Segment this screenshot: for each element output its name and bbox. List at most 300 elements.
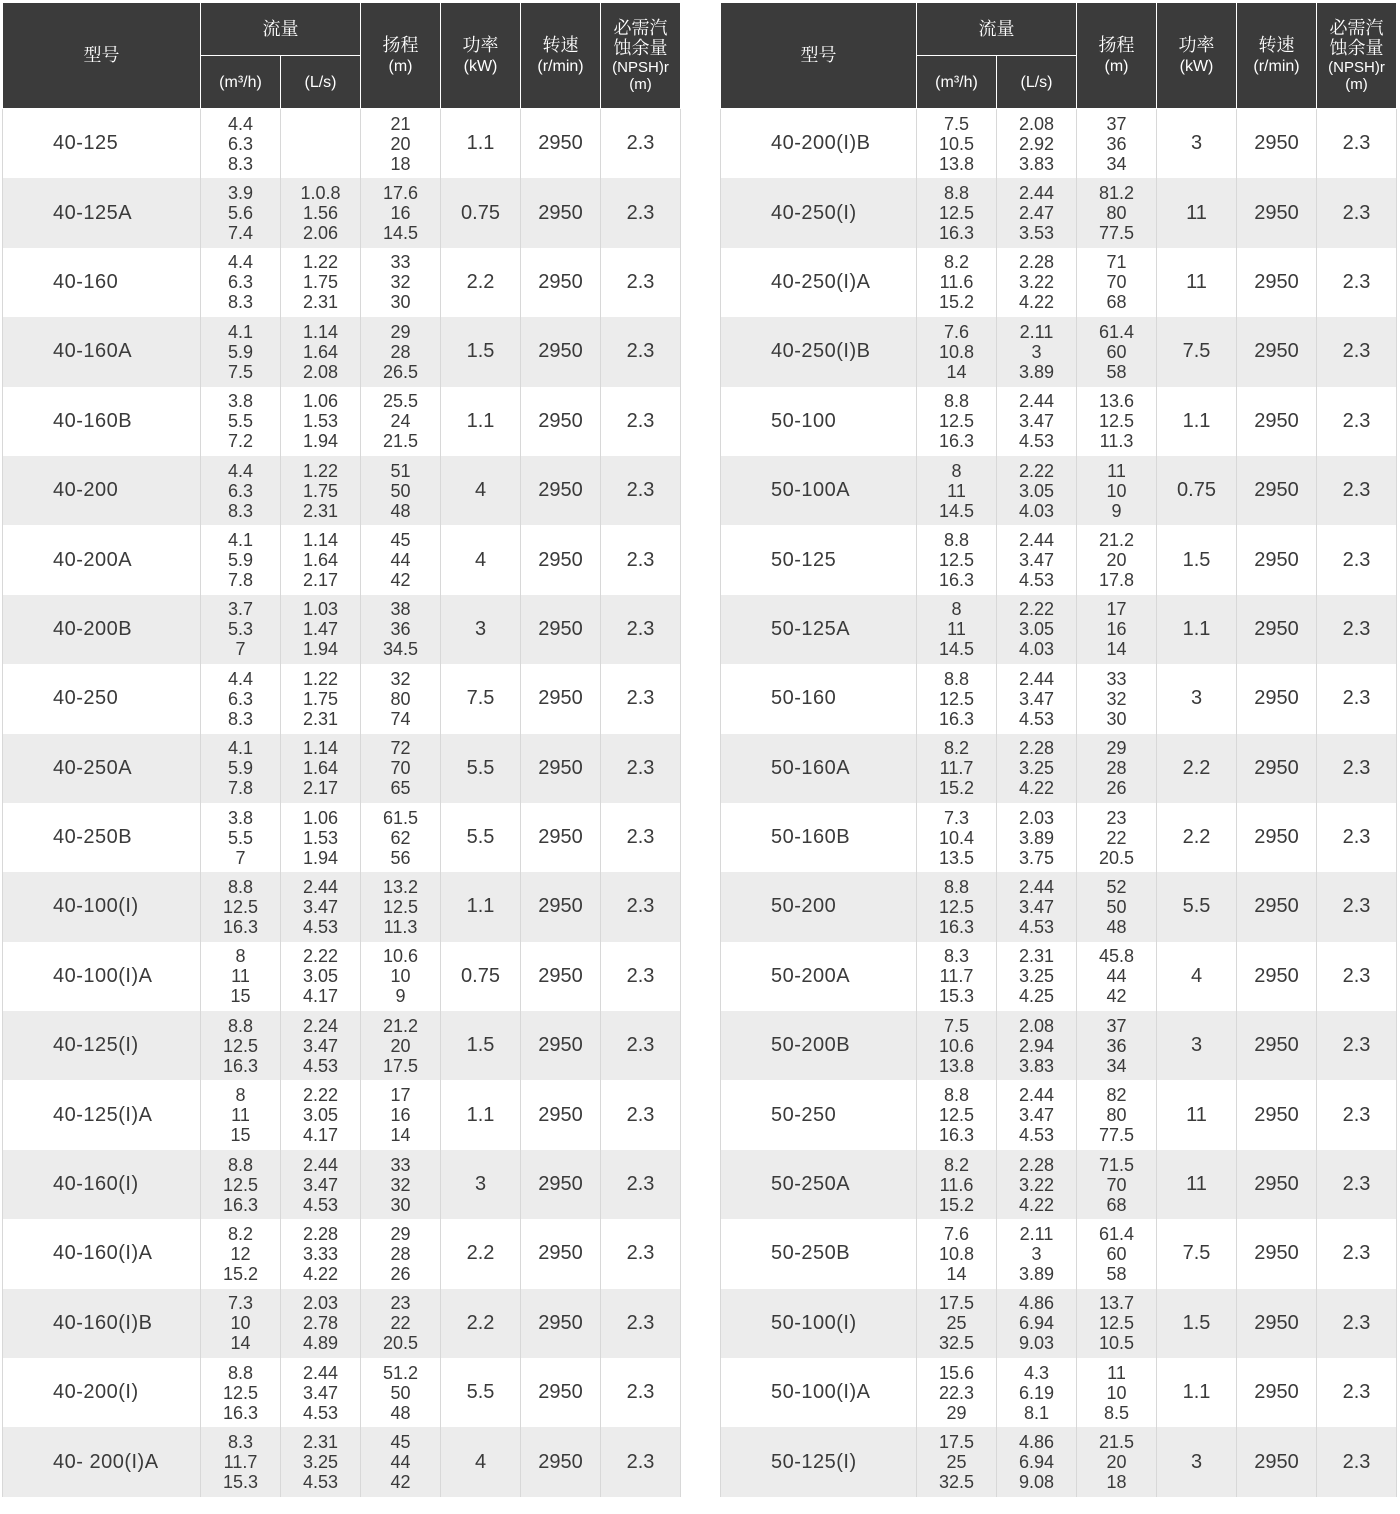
flow-ls-cell-value: 2.08 (1018, 113, 1055, 134)
head-cell-value: 62 (390, 827, 411, 848)
model-cell: 40-250B (3, 803, 201, 872)
npsh-cell: 2.3 (1317, 1289, 1397, 1358)
head-cell-value: 21 (390, 113, 411, 134)
head-cell-value: 12.5 (1098, 1313, 1135, 1334)
flow-m3h-cell (201, 178, 281, 247)
model-cell: 50-100 (721, 387, 917, 456)
flow-m3h-cell (917, 387, 997, 456)
flow-ls-cell-value: 4.53 (302, 1194, 339, 1215)
flow-ls-cell-value: 3.33 (302, 1243, 339, 1264)
speed-cell: 2950 (521, 456, 601, 525)
flow-m3h-cell (201, 803, 281, 872)
flow-ls-cell-value: 2.28 (1018, 1154, 1055, 1175)
flow-m3h-cell-value: 8.8 (227, 1154, 254, 1175)
power-cell: 3 (1157, 1427, 1237, 1496)
npsh-cell: 2.3 (601, 1289, 681, 1358)
flow-m3h-cell-value: 8 (951, 599, 962, 620)
power-cell: 4 (441, 456, 521, 525)
flow-ls-cell-value: 4.17 (302, 986, 339, 1007)
table-row (3, 1289, 681, 1358)
npsh-cell: 2.3 (601, 734, 681, 803)
header-power: 功率 (kW) (441, 3, 521, 109)
head-cell-value: 36 (1106, 133, 1127, 154)
power-cell: 11 (1157, 248, 1237, 317)
flow-m3h-cell (201, 1358, 281, 1427)
power-cell: 2.2 (441, 248, 521, 317)
speed-cell: 2950 (521, 1427, 601, 1496)
flow-ls-cell (281, 456, 361, 525)
npsh-cell: 2.3 (601, 317, 681, 386)
flow-ls-cell-value: 2.94 (1018, 1035, 1055, 1056)
speed-cell: 2950 (1237, 317, 1317, 386)
head-cell-value: 16 (390, 203, 411, 224)
power-cell: 7.5 (1157, 1219, 1237, 1288)
npsh-cell: 2.3 (1317, 1011, 1397, 1080)
npsh-cell: 2.3 (601, 942, 681, 1011)
model-cell: 40-100(I) (3, 872, 201, 941)
flow-ls-cell-value: 9.03 (1018, 1333, 1055, 1354)
power-cell: 4 (441, 1427, 521, 1496)
model-cell: 50-125 (721, 525, 917, 594)
head-cell (361, 734, 441, 803)
flow-m3h-cell-value: 8.8 (227, 876, 254, 897)
speed-cell: 2950 (521, 109, 601, 179)
flow-m3h-cell (201, 1150, 281, 1219)
flow-m3h-cell (917, 178, 997, 247)
header-power: 功率 (kW) (1157, 3, 1237, 109)
flow-ls-cell-value: 1.94 (302, 431, 339, 452)
table-row (3, 942, 681, 1011)
flow-ls-cell-value: 1.75 (302, 480, 339, 501)
flow-ls-cell-value: 1.47 (302, 619, 339, 640)
flow-ls-cell-value: 4.22 (302, 1263, 339, 1284)
flow-ls-cell-value: 3.47 (1018, 411, 1055, 432)
flow-m3h-cell-value: 16.3 (222, 1402, 259, 1423)
speed-cell: 2950 (1237, 942, 1317, 1011)
flow-ls-cell-value: 2.22 (302, 946, 339, 967)
table-row (721, 1358, 1397, 1427)
flow-m3h-cell (201, 317, 281, 386)
head-cell-value: 37 (1106, 113, 1127, 134)
flow-ls-cell (997, 178, 1077, 247)
flow-m3h-cell-value: 8.8 (943, 668, 970, 689)
flow-ls-cell-value: 2.47 (1018, 203, 1055, 224)
flow-ls-cell-value: 1.14 (302, 530, 339, 551)
table-row (3, 317, 681, 386)
power-cell: 1.1 (441, 387, 521, 456)
head-cell-value: 10.6 (382, 946, 419, 967)
head-cell-value: 21.5 (382, 431, 419, 452)
flow-m3h-cell-value: 15.2 (222, 1263, 259, 1284)
flow-ls-cell (281, 1289, 361, 1358)
npsh-cell: 2.3 (601, 525, 681, 594)
flow-m3h-cell-value: 11 (947, 480, 966, 501)
flow-ls-cell-value: 3.83 (1018, 1055, 1055, 1076)
flow-ls-cell-value: 4.86 (1018, 1432, 1055, 1453)
head-cell-value: 20 (1106, 1452, 1127, 1473)
head-cell-value: 21.2 (382, 1015, 419, 1036)
head-cell-value: 34 (1106, 1055, 1127, 1076)
flow-m3h-cell-value: 15 (230, 986, 251, 1007)
head-cell (1077, 1289, 1157, 1358)
flow-ls-cell-value: 1.56 (302, 203, 339, 224)
power-cell: 3 (1157, 109, 1237, 179)
head-cell (361, 248, 441, 317)
flow-m3h-cell (917, 734, 997, 803)
flow-ls-cell-value: 2.44 (1018, 183, 1055, 204)
flow-ls-cell-value: 4.53 (302, 916, 339, 937)
flow-ls-cell (281, 178, 361, 247)
flow-m3h-cell-value: 10.5 (938, 133, 975, 154)
head-cell-value: 14 (390, 1125, 411, 1146)
header-head: 扬程 (m) (361, 3, 441, 109)
power-cell: 7.5 (1157, 317, 1237, 386)
head-cell-value: 18 (1106, 1472, 1127, 1493)
header-flow: 流量 (917, 3, 1077, 56)
flow-m3h-cell (201, 109, 281, 179)
head-cell (361, 1080, 441, 1149)
power-cell: 1.1 (441, 1080, 521, 1149)
flow-ls-cell (281, 734, 361, 803)
flow-m3h-cell-value: 3.8 (227, 807, 254, 828)
npsh-cell: 2.3 (1317, 1080, 1397, 1149)
npsh-cell: 2.3 (1317, 456, 1397, 525)
table-row (3, 803, 681, 872)
flow-ls-cell-value: 3.25 (1018, 966, 1055, 987)
flow-m3h-cell-value: 8.8 (943, 183, 970, 204)
head-cell (361, 456, 441, 525)
flow-m3h-cell-value: 7.5 (227, 361, 254, 382)
header-npsh: 必需汽 蚀余量 (NPSH)r (m) (1317, 3, 1397, 109)
head-cell-value: 48 (390, 500, 411, 521)
npsh-cell: 2.3 (1317, 1358, 1397, 1427)
header-npsh: 必需汽 蚀余量 (NPSH)r (m) (601, 3, 681, 109)
npsh-cell: 2.3 (601, 109, 681, 179)
flow-ls-cell-value: 2.22 (1018, 460, 1055, 481)
flow-ls-cell-value: 4.25 (1018, 986, 1055, 1007)
head-cell-value: 44 (1106, 966, 1127, 987)
flow-ls-cell (997, 734, 1077, 803)
table-row (3, 178, 681, 247)
flow-ls-cell-value: 4.53 (302, 1402, 339, 1423)
model-cell: 40-100(I)A (3, 942, 201, 1011)
flow-ls-cell-value: 1.75 (302, 688, 339, 709)
flow-ls-cell-value: 4.53 (1018, 916, 1055, 937)
head-cell-value: 12.5 (1098, 411, 1135, 432)
flow-ls-cell (997, 664, 1077, 733)
model-cell: 40-200 (3, 456, 201, 525)
npsh-cell: 2.3 (1317, 595, 1397, 664)
table-row (721, 317, 1397, 386)
header-flow-ls: (L/s) (997, 56, 1077, 109)
flow-ls-cell-value: 2.31 (302, 292, 339, 313)
power-cell: 1.1 (441, 109, 521, 179)
flow-m3h-cell-value: 10.6 (938, 1035, 975, 1056)
flow-ls-cell-value: 2.44 (1018, 876, 1055, 897)
header-model: 型号 (721, 3, 917, 109)
flow-ls-cell-value: 2.06 (302, 223, 339, 244)
flow-ls-cell-value: 1.03 (302, 599, 339, 620)
flow-ls-cell-value: 4.22 (1018, 778, 1055, 799)
flow-ls-cell-value: 1.22 (302, 668, 339, 689)
head-cell-value: 33 (390, 252, 411, 273)
header-flow-ls: (L/s) (281, 56, 361, 109)
flow-m3h-cell-value: 10.8 (938, 1243, 975, 1264)
flow-ls-cell-value: 6.94 (1018, 1313, 1055, 1334)
flow-ls-cell-value: 3.47 (302, 896, 339, 917)
header-flow-m3h: (m³/h) (917, 56, 997, 109)
flow-m3h-cell-value: 16.3 (938, 570, 975, 591)
model-cell: 40-200(I)B (721, 109, 917, 179)
flow-m3h-cell (917, 872, 997, 941)
head-cell-value: 18 (390, 153, 411, 174)
npsh-cell: 2.3 (1317, 317, 1397, 386)
model-cell: 50-125A (721, 595, 917, 664)
flow-ls-cell-value: 4.53 (1018, 570, 1055, 591)
table-body-right (721, 109, 1397, 1497)
head-cell-value: 17 (1106, 599, 1127, 620)
head-cell-value: 21.5 (1098, 1432, 1135, 1453)
head-cell-value: 81.2 (1098, 183, 1135, 204)
flow-m3h-cell-value: 17.5 (938, 1432, 975, 1453)
head-cell-value: 9 (395, 986, 406, 1007)
table-row (721, 456, 1397, 525)
head-cell-value: 11 (1107, 460, 1126, 481)
head-cell-value: 16 (390, 1105, 411, 1126)
flow-m3h-cell-value: 12.5 (222, 1035, 259, 1056)
flow-ls-cell-value: 3.47 (1018, 1105, 1055, 1126)
flow-m3h-cell-value: 5.9 (227, 550, 254, 571)
flow-m3h-cell-value: 8 (235, 1085, 246, 1106)
speed-cell: 2950 (521, 664, 601, 733)
flow-ls-cell (997, 248, 1077, 317)
flow-m3h-cell (201, 664, 281, 733)
head-cell (361, 1427, 441, 1496)
head-cell (1077, 664, 1157, 733)
flow-m3h-cell-value: 16.3 (938, 708, 975, 729)
power-cell: 1.5 (1157, 1289, 1237, 1358)
head-cell-value: 77.5 (1098, 223, 1135, 244)
speed-cell: 2950 (1237, 595, 1317, 664)
flow-ls-cell (281, 1011, 361, 1080)
header-speed: 转速 (r/min) (1237, 3, 1317, 109)
flow-ls-cell (997, 1219, 1077, 1288)
flow-m3h-cell-value: 15 (230, 1125, 251, 1146)
flow-ls-cell-value: 3.47 (302, 1174, 339, 1195)
power-cell: 0.75 (441, 942, 521, 1011)
speed-cell: 2950 (521, 248, 601, 317)
flow-ls-cell-value: 4.89 (302, 1333, 339, 1354)
speed-cell: 2950 (1237, 803, 1317, 872)
head-cell-value: 30 (1106, 708, 1127, 729)
flow-ls-cell-value: 6.94 (1018, 1452, 1055, 1473)
head-cell-value: 9 (1111, 500, 1122, 521)
flow-m3h-cell (917, 525, 997, 594)
table-row (3, 387, 681, 456)
pump-spec-table-left (2, 2, 681, 1497)
npsh-cell: 2.3 (601, 595, 681, 664)
flow-m3h-cell-value: 12.5 (938, 550, 975, 571)
head-cell (1077, 872, 1157, 941)
npsh-cell: 2.3 (1317, 664, 1397, 733)
flow-m3h-cell-value: 25 (946, 1313, 967, 1334)
head-cell (1077, 317, 1157, 386)
flow-m3h-cell-value: 4.4 (227, 252, 254, 273)
flow-m3h-cell-value: 29 (946, 1402, 967, 1423)
flow-ls-cell-value: 3.47 (1018, 688, 1055, 709)
flow-m3h-cell-value: 12 (230, 1243, 251, 1264)
head-cell-value: 61.4 (1098, 1223, 1135, 1244)
flow-m3h-cell-value: 5.9 (227, 758, 254, 779)
head-cell-value: 77.5 (1098, 1125, 1135, 1146)
flow-ls-cell-value: 8.1 (1023, 1402, 1050, 1423)
flow-ls-cell-value: 4.03 (1018, 500, 1055, 521)
flow-m3h-cell-value: 14 (946, 1263, 967, 1284)
model-cell: 50-250 (721, 1080, 917, 1149)
head-cell-value: 45 (390, 530, 411, 551)
flow-ls-cell-value: 4.22 (1018, 1194, 1055, 1215)
npsh-cell: 2.3 (601, 456, 681, 525)
npsh-cell: 2.3 (1317, 803, 1397, 872)
head-cell-value: 32 (390, 668, 411, 689)
flow-m3h-cell-value: 8.3 (227, 1432, 254, 1453)
flow-ls-cell (997, 872, 1077, 941)
model-cell: 50-100A (721, 456, 917, 525)
flow-ls-cell-value: 2.44 (1018, 530, 1055, 551)
flow-m3h-cell (201, 1289, 281, 1358)
model-cell: 40-200B (3, 595, 201, 664)
flow-m3h-cell-value: 7.6 (943, 321, 970, 342)
flow-m3h-cell-value: 5.9 (227, 341, 254, 362)
head-cell-value: 45 (390, 1432, 411, 1453)
table-row (721, 1011, 1397, 1080)
flow-ls-cell-value: 2.44 (302, 876, 339, 897)
head-cell-value: 20 (390, 133, 411, 154)
flow-m3h-cell-value: 4.4 (227, 668, 254, 689)
table-row (721, 525, 1397, 594)
speed-cell: 2950 (521, 872, 601, 941)
table-row (721, 1289, 1397, 1358)
flow-m3h-cell-value: 11.6 (939, 1174, 974, 1195)
power-cell: 0.75 (1157, 456, 1237, 525)
table-row (3, 248, 681, 317)
flow-m3h-cell-value: 11.7 (939, 758, 974, 779)
model-cell: 40-160(I) (3, 1150, 201, 1219)
flow-m3h-cell-value: 13.8 (938, 1055, 975, 1076)
flow-ls-cell (281, 387, 361, 456)
flow-m3h-cell (917, 456, 997, 525)
flow-ls-cell-value: 9.08 (1018, 1472, 1055, 1493)
head-cell-value: 30 (390, 292, 411, 313)
head-cell-value: 26.5 (382, 361, 419, 382)
head-cell-value: 50 (390, 480, 411, 501)
flow-ls-cell (997, 317, 1077, 386)
flow-m3h-cell-value: 11 (231, 966, 250, 987)
flow-ls-cell-value: 2.24 (302, 1015, 339, 1036)
head-cell-value: 11 (1107, 1362, 1126, 1383)
flow-m3h-cell-value: 4.1 (227, 530, 254, 551)
pump-spec-table-right (720, 2, 1397, 1497)
header-speed: 转速 (r/min) (521, 3, 601, 109)
head-cell-value: 36 (390, 619, 411, 640)
flow-m3h-cell-value: 5.5 (227, 411, 254, 432)
flow-ls-cell (997, 525, 1077, 594)
flow-ls-cell-value: 2.17 (302, 778, 339, 799)
flow-m3h-cell-value: 25 (946, 1452, 967, 1473)
flow-m3h-cell-value: 7.8 (227, 778, 254, 799)
head-cell-value: 34 (1106, 153, 1127, 174)
speed-cell: 2950 (521, 942, 601, 1011)
table-row (3, 1080, 681, 1149)
flow-ls-cell-value: 3.89 (1018, 827, 1055, 848)
head-cell (1077, 595, 1157, 664)
flow-m3h-cell (201, 595, 281, 664)
head-cell-value: 26 (390, 1263, 411, 1284)
flow-m3h-cell-value: 11.6 (939, 272, 974, 293)
head-cell-value: 29 (1106, 738, 1127, 759)
flow-ls-cell-value: 3.47 (1018, 896, 1055, 917)
speed-cell: 2950 (521, 1011, 601, 1080)
header-flow-m3h: (m³/h) (201, 56, 281, 109)
flow-ls-cell-value: 2.44 (1018, 668, 1055, 689)
power-cell: 5.5 (1157, 872, 1237, 941)
flow-ls-cell-value: 2.28 (302, 1223, 339, 1244)
speed-cell: 2950 (1237, 1427, 1317, 1496)
power-cell: 5.5 (441, 803, 521, 872)
speed-cell: 2950 (521, 734, 601, 803)
head-cell-value: 52 (1106, 876, 1127, 897)
flow-ls-cell-value: 2.44 (1018, 1085, 1055, 1106)
power-cell: 2.2 (441, 1219, 521, 1288)
head-cell-value: 56 (390, 847, 411, 868)
power-cell: 2.2 (1157, 734, 1237, 803)
table-row (3, 595, 681, 664)
flow-ls-cell-value: 4.17 (302, 1125, 339, 1146)
model-cell: 40-160(I)B (3, 1289, 201, 1358)
flow-ls-cell-value: 2.22 (302, 1085, 339, 1106)
head-cell-value: 34.5 (382, 639, 419, 660)
power-cell: 1.1 (1157, 595, 1237, 664)
head-cell-value: 72 (390, 738, 411, 759)
flow-ls-cell-value: 1.06 (302, 807, 339, 828)
speed-cell: 2950 (521, 1289, 601, 1358)
head-cell-value: 23 (390, 1293, 411, 1314)
flow-m3h-cell-value: 4.1 (227, 321, 254, 342)
npsh-cell: 2.3 (601, 1150, 681, 1219)
npsh-cell: 2.3 (601, 1219, 681, 1288)
table-row (3, 1150, 681, 1219)
table-row (3, 456, 681, 525)
head-cell (361, 178, 441, 247)
flow-m3h-cell-value: 3.8 (227, 391, 254, 412)
head-cell (1077, 525, 1157, 594)
flow-m3h-cell (201, 248, 281, 317)
speed-cell: 2950 (1237, 456, 1317, 525)
npsh-cell: 2.3 (1317, 1150, 1397, 1219)
speed-cell: 2950 (1237, 248, 1317, 317)
speed-cell: 2950 (521, 387, 601, 456)
header-flow: 流量 (201, 3, 361, 56)
npsh-cell: 2.3 (1317, 942, 1397, 1011)
flow-m3h-cell-value: 15.2 (938, 292, 975, 313)
flow-ls-cell-value: 2.31 (302, 708, 339, 729)
table-row (3, 872, 681, 941)
flow-m3h-cell (917, 1289, 997, 1358)
table-row (721, 1427, 1397, 1496)
speed-cell: 2950 (1237, 734, 1317, 803)
flow-m3h-cell-value: 5.6 (227, 203, 254, 224)
head-cell-value: 65 (390, 778, 411, 799)
